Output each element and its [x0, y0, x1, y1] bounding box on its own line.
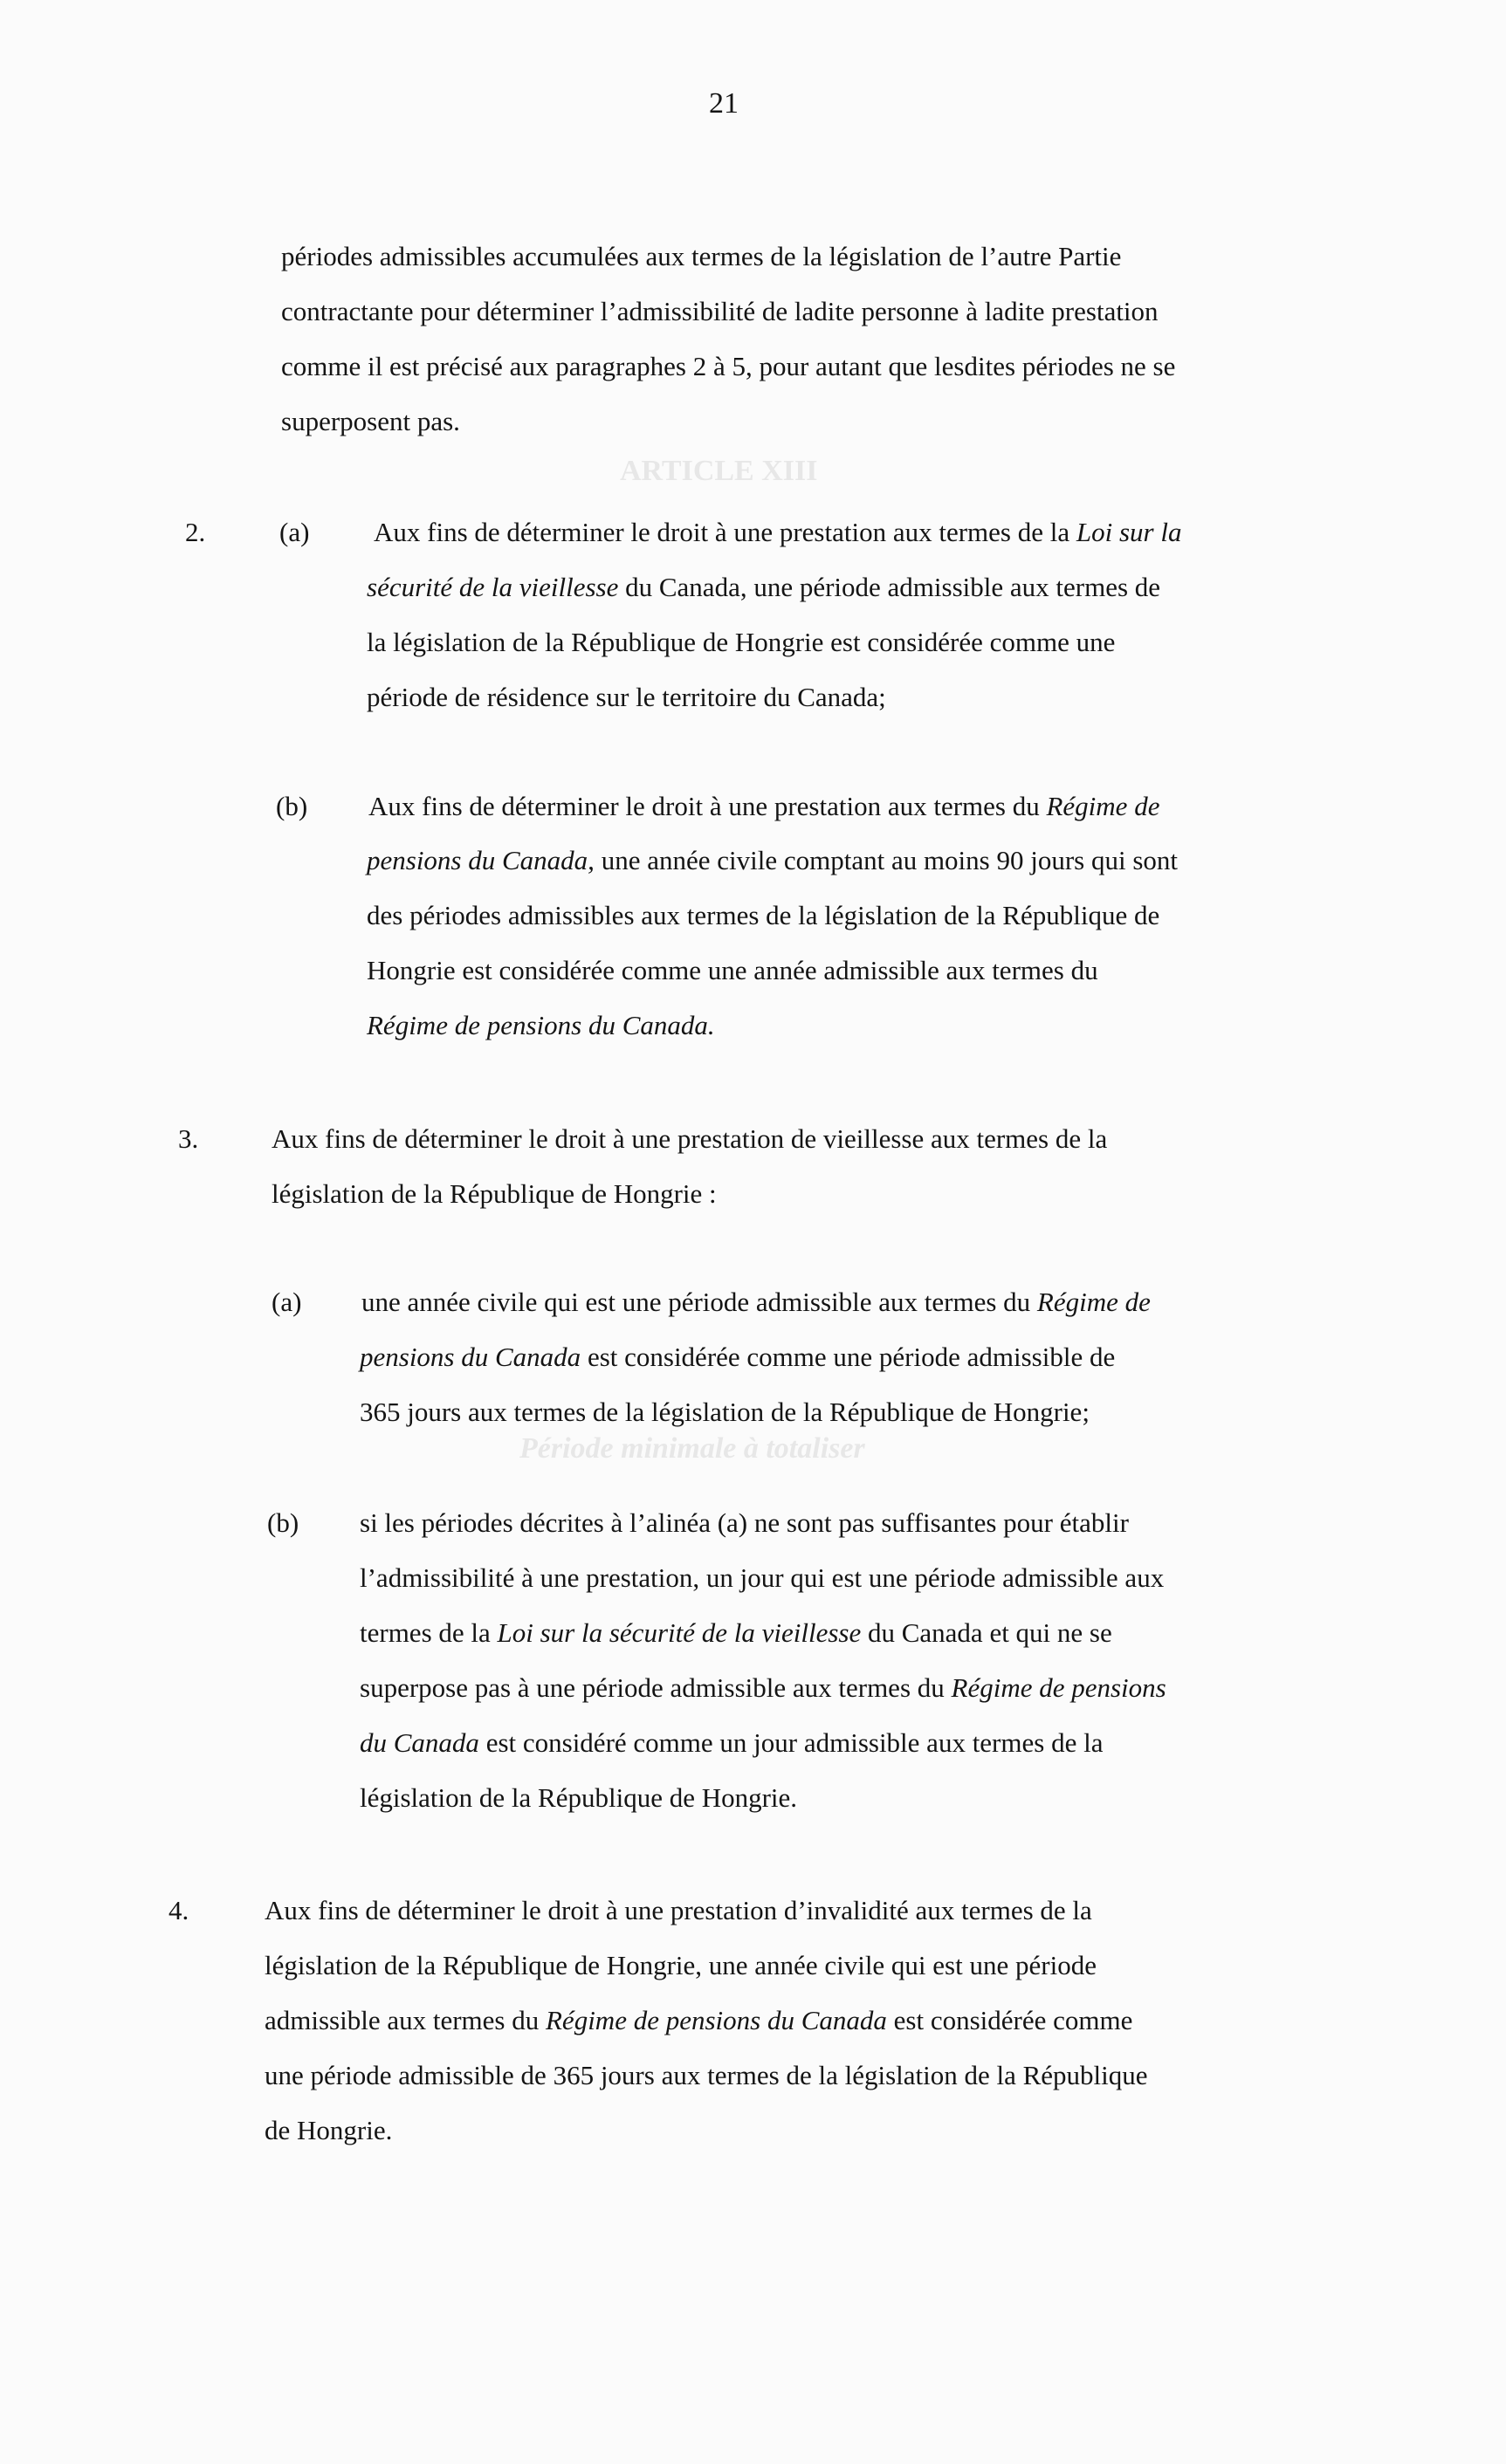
para2-number: 2.: [185, 517, 206, 547]
para3-a-line-1: une année civile qui est une période admissible aux termes du Régime de: [361, 1287, 1151, 1317]
para3-line-2: législation de la République de Hongrie :: [272, 1178, 717, 1209]
para2-a-line-2: sécurité de la vieillesse du Canada, une période admissible aux termes de: [367, 572, 1161, 602]
para3-line-1: Aux fins de déterminer le droit à une prestation de vieillesse aux termes de la: [272, 1123, 1108, 1154]
para3-b-line-2: l’admissibilité à une prestation, un jour qui est une période admissible aux: [360, 1562, 1165, 1593]
para4-line-5: de Hongrie.: [265, 2115, 393, 2145]
para1-line-4: superposent pas.: [281, 406, 460, 436]
bleed-through-heading-2: Période minimale à totaliser: [519, 1432, 865, 1465]
para1-line-1: périodes admissibles accumulées aux termes de la législation de l’autre Partie: [281, 241, 1122, 271]
bleed-through-heading: ARTICLE XIII: [620, 455, 818, 487]
para2-b-line-1: Aux fins de déterminer le droit à une prestation aux termes du Régime de: [368, 791, 1160, 821]
para4-number: 4.: [168, 1895, 189, 1925]
para3-a-line-3: 365 jours aux termes de la législation de la République de Hongrie;: [360, 1397, 1090, 1427]
para4-line-4: une période admissible de 365 jours aux termes de la législation de la République: [265, 2060, 1148, 2090]
para2-a-line-3: la législation de la République de Hongrie est considérée comme une: [367, 627, 1116, 657]
para3-a-label: (a): [272, 1287, 302, 1317]
para2-b-line-4: Hongrie est considérée comme une année admissible aux termes du: [367, 955, 1098, 985]
para1-line-2: contractante pour déterminer l’admissibilité de ladite personne à ladite prestation: [281, 296, 1159, 326]
para3-b-line-1: si les périodes décrites à l’alinéa (a) ne sont pas suffisantes pour établir: [360, 1507, 1129, 1538]
para2-b-line-3: des périodes admissibles aux termes de la législation de la République de: [367, 900, 1160, 930]
para4-line-1: Aux fins de déterminer le droit à une prestation d’invalidité aux termes de la: [265, 1895, 1092, 1925]
para2-b-label: (b): [276, 791, 308, 821]
para4-line-3: admissible aux termes du Régime de pensions du Canada est considérée comme: [265, 2005, 1133, 2035]
para2-b-line-2: pensions du Canada, une année civile comptant au moins 90 jours qui sont: [367, 845, 1179, 875]
para4-line-2: législation de la République de Hongrie, une année civile qui est une période: [265, 1950, 1097, 1980]
para2-a-line-1: Aux fins de déterminer le droit à une prestation aux termes de la Loi sur la: [374, 517, 1182, 547]
page-number: 21: [709, 87, 739, 120]
para2-a-line-4: période de résidence sur le territoire du Canada;: [367, 682, 886, 712]
para3-number: 3.: [178, 1123, 199, 1154]
para3-b-line-4: superpose pas à une période admissible aux termes du Régime de pensions: [360, 1672, 1166, 1703]
para3-b-label: (b): [267, 1507, 299, 1538]
para3-b-line-5: du Canada est considéré comme un jour admissible aux termes de la: [360, 1727, 1104, 1758]
para3-a-line-2: pensions du Canada est considérée comme une période admissible de: [360, 1342, 1116, 1372]
para2-a-label: (a): [279, 517, 310, 547]
para2-b-line-5: Régime de pensions du Canada.: [367, 1010, 715, 1040]
para1-line-3: comme il est précisé aux paragraphes 2 à 5, pour autant que lesdites périodes ne se: [281, 351, 1176, 381]
para3-b-line-3: termes de la Loi sur la sécurité de la vieillesse du Canada et qui ne se: [360, 1617, 1112, 1648]
para3-b-line-6: législation de la République de Hongrie.: [360, 1782, 798, 1813]
